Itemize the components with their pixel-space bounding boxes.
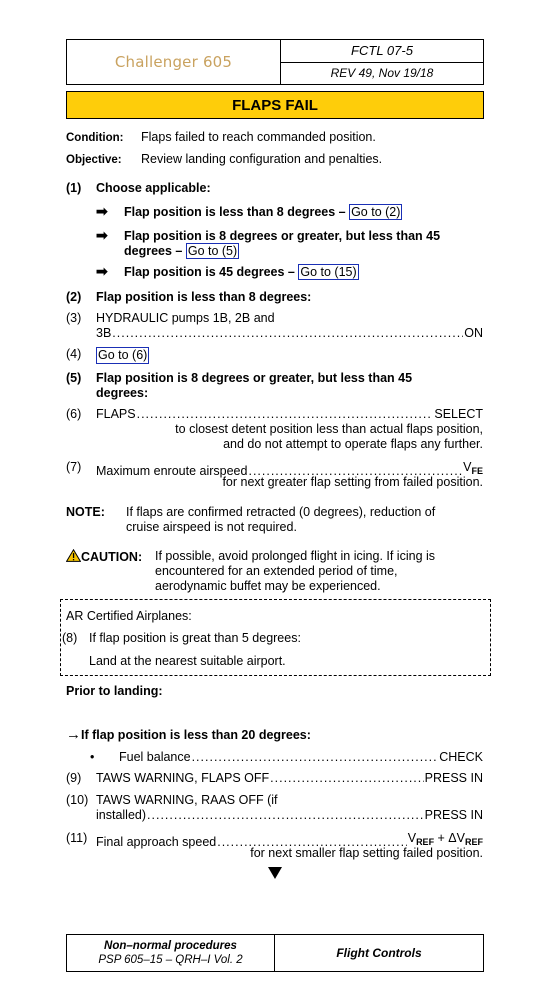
step-11-number: (11) [66, 831, 88, 845]
step-action: PRESS IN [424, 808, 483, 822]
section-code: FCTL 07-5 [281, 40, 483, 63]
step-6 [96, 407, 483, 422]
caution-line-1: If possible, avoid prolonged flight in icing. If icing is [155, 549, 436, 563]
delta-v-symbol: + ΔV [434, 831, 465, 845]
objective-text: Review landing configuration and penalties. [141, 152, 383, 166]
step-text: HYDRAULIC pumps 1B, 2B and [96, 311, 275, 325]
right-arrow-icon: → [66, 726, 81, 743]
step-7-number: (7) [66, 460, 82, 474]
leader-dots [147, 808, 424, 823]
option-1 [124, 205, 402, 220]
caution-label-row [66, 549, 142, 565]
ar-box-heading: AR Certified Airplanes: [66, 609, 192, 623]
step-9 [96, 771, 483, 786]
v-subscript: FE [471, 466, 483, 476]
go-to-6-link[interactable]: Go to (6) [98, 348, 148, 362]
footer-section: Non–normal procedures [104, 940, 237, 952]
step-text: installed) [96, 808, 147, 822]
step-number: (3) [66, 311, 82, 325]
step-10 [96, 808, 483, 823]
step-6-note-2: and do not attempt to operate flaps any further. [223, 437, 483, 451]
step-action: PRESS IN [424, 771, 483, 785]
note-line-2: cruise airspeed is not required. [126, 520, 297, 534]
v-symbol: V [407, 831, 417, 845]
go-to-5-link[interactable]: Go to (5) [187, 244, 238, 258]
step-text: Flap position is 8 degrees or greater, but less than 45 [96, 371, 413, 385]
option-text: Flap position is less than 8 degrees – [124, 205, 350, 219]
right-arrow-icon: ➡ [96, 263, 108, 279]
option-text: degrees – [124, 244, 186, 258]
continue-down-icon [268, 867, 282, 879]
step-8-number: (8) [62, 631, 78, 645]
step-2 [66, 290, 312, 305]
step-7-note: for next greater flap setting from failed position. [222, 475, 483, 489]
step-10-number: (10) [66, 793, 89, 807]
step-number: (1) [66, 181, 82, 195]
step-3-action-line [96, 326, 483, 341]
step-9-number: (9) [66, 771, 82, 785]
warning-triangle-icon [66, 549, 81, 562]
caution-label: CAUTION: [81, 550, 143, 564]
revision-date: REV 49, Nov 19/18 [330, 66, 434, 81]
footer-document-info [67, 935, 275, 971]
step-text: Choose applicable: [96, 181, 211, 195]
step-8-action: Land at the nearest suitable airport. [89, 654, 286, 668]
condition-label: Condition: [66, 132, 124, 144]
leader-dots [270, 771, 423, 786]
condition-text: If flap position is less than 20 degrees: [81, 728, 311, 742]
go-to-2-link[interactable]: Go to (2) [351, 205, 401, 219]
bullet-icon: • [90, 750, 95, 764]
condition-text: Flaps failed to reach commanded position. [141, 130, 376, 144]
v-subscript: REF [416, 837, 435, 847]
step-number: (2) [66, 290, 82, 304]
right-arrow-icon: ➡ [96, 227, 108, 243]
caution-line-3: aerodynamic buffet may be experienced. [155, 579, 381, 593]
step-6-note-1: to closest detent position less than actual flaps position, [175, 422, 483, 436]
step-action: CHECK [439, 750, 483, 764]
leader-dots [137, 407, 434, 422]
caution-line-2: encountered for an extended period of time, [155, 564, 398, 578]
brand-cell [67, 40, 281, 84]
step-3 [66, 311, 275, 326]
step-1 [66, 181, 211, 196]
option-text-line2 [124, 244, 440, 259]
note-label: NOTE: [66, 505, 105, 519]
option-3 [124, 265, 359, 280]
step-11-note: for next smaller flap setting failed position. [250, 846, 483, 860]
right-arrow-icon: ➡ [96, 203, 108, 219]
leader-dots [192, 750, 439, 765]
step-text: TAWS WARNING, FLAPS OFF [96, 771, 270, 785]
revision-cell [281, 40, 483, 84]
go-to-15-link[interactable]: Go to (15) [300, 265, 357, 279]
brand-name: Challenger 605 [114, 53, 233, 71]
step-text: Final approach speed [96, 835, 217, 849]
delta-v-subscript: REF [465, 837, 483, 847]
step-6-number: (6) [66, 407, 82, 421]
leader-dots [112, 326, 463, 341]
step-text: Maximum enroute airspeed [96, 464, 248, 478]
step-text-line2: 3B [96, 326, 112, 340]
fuel-balance-step [119, 750, 483, 765]
step-action: ON [464, 326, 483, 340]
footer-document-id: PSP 605–15 – QRH–I Vol. 2 [98, 954, 243, 966]
v-symbol: V [463, 460, 472, 474]
step-number: (5) [66, 371, 82, 385]
step-text: Fuel balance [119, 750, 191, 764]
option-text: Flap position is 45 degrees – [124, 265, 299, 279]
objective-label: Objective: [66, 154, 122, 166]
step-4 [66, 347, 148, 362]
procedure-title: FLAPS FAIL [66, 91, 484, 119]
step-text: Flap position is less than 8 degrees: [96, 290, 312, 304]
option-2 [124, 229, 440, 259]
step-text: FLAPS [96, 407, 136, 421]
step-action: SELECT [434, 407, 483, 421]
step-5 [66, 371, 413, 386]
objective-row [66, 152, 382, 168]
step-5-line2: degrees: [96, 386, 149, 400]
step-10-line1: TAWS WARNING, RAAS OFF (if [96, 793, 278, 807]
page-header [66, 39, 484, 85]
step-8-text: If flap position is great than 5 degrees: [89, 631, 301, 645]
condition-row [66, 130, 376, 146]
option-text-line1: Flap position is 8 degrees or greater, but less than 45 [124, 229, 441, 243]
prior-to-landing-heading: Prior to landing: [66, 684, 163, 698]
footer-chapter: Flight Controls [336, 946, 422, 960]
condition-less-than-20 [66, 727, 311, 743]
page-footer [66, 934, 484, 972]
note-line-1: If flaps are confirmed retracted (0 degrees), reduction of [126, 505, 436, 519]
step-number: (4) [66, 347, 82, 361]
